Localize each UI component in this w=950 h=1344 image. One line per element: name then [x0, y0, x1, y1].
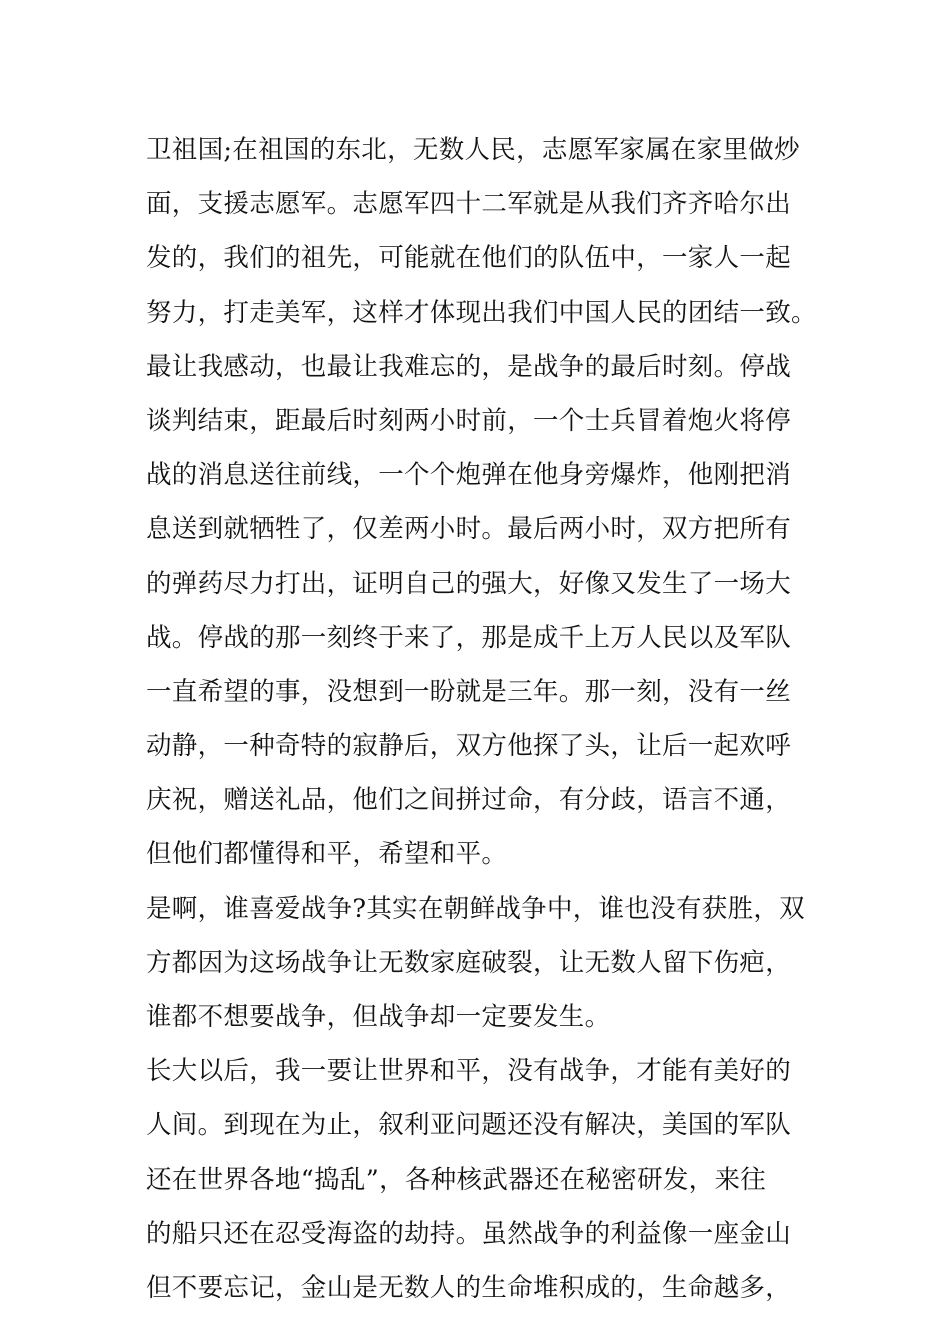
text-line-21: 的船只还在忍受海盗的劫持。虽然战争的利益像一座金山: [146, 1218, 792, 1249]
text-line-2: 面，支援志愿军。志愿军四十二军就是从我们齐齐哈尔出: [146, 189, 792, 220]
document-text-body: [146, 123, 816, 1315]
text-line-20: 还在世界各地“捣乱”，各种核武器还在秘密研发，来往: [146, 1164, 767, 1195]
text-line-16: 方都因为这场战争让无数家庭破裂，让无数人留下伤疤，: [146, 947, 792, 978]
text-line-3: 发的，我们的祖先，可能就在他们的队伍中，一家人一起: [146, 243, 792, 274]
text-line-8: 息送到就牺牲了，仅差两小时。最后两小时，双方把所有: [146, 514, 792, 545]
text-line-14: 但他们都懂得和平，希望和平。: [146, 839, 508, 870]
text-line-10: 战。停战的那一刻终于来了，那是成千上万人民以及军队: [146, 622, 792, 653]
text-line-19: 人间。到现在为止，叙利亚问题还没有解决，美国的军队: [146, 1110, 792, 1141]
text-line-6: 谈判结束，距最后时刻两小时前，一个士兵冒着炮火将停: [146, 405, 792, 436]
text-line-22: 但不要忘记，金山是无数人的生命堆积成的，生命越多，: [146, 1272, 792, 1303]
text-line-12: 动静，一种奇特的寂静后，双方他探了头，让后一起欢呼: [146, 731, 792, 762]
text-line-17: 谁都不想要战争，但战争却一定要发生。: [146, 1002, 611, 1032]
text-line-18: 长大以后，我一要让世界和平，没有战争，才能有美好的: [146, 1056, 792, 1087]
text-line-5: 最让我感动，也最让我难忘的，是战争的最后时刻。停战: [146, 351, 792, 382]
text-line-1: 卫祖国;在祖国的东北，无数人民，志愿军家属在家里做炒: [146, 135, 800, 165]
text-line-9: 的弹药尽力打出，证明自己的强大，好像又发生了一场大: [146, 568, 792, 599]
text-line-11: 一直希望的事，没想到一盼就是三年。那一刻，没有一丝: [146, 676, 792, 707]
text-line-13: 庆祝，赠送礼品，他们之间拼过命，有分歧，语言不通，: [146, 785, 792, 816]
text-line-15: 是啊，谁喜爱战争?其实在朝鲜战争中，谁也没有获胜，双: [146, 893, 805, 924]
text-line-7: 战的消息送往前线，一个个炮弹在他身旁爆炸，他刚把消: [146, 460, 792, 491]
text-line-4: 努力，打走美军，这样才体现出我们中国人民的团结一致。: [146, 297, 817, 328]
